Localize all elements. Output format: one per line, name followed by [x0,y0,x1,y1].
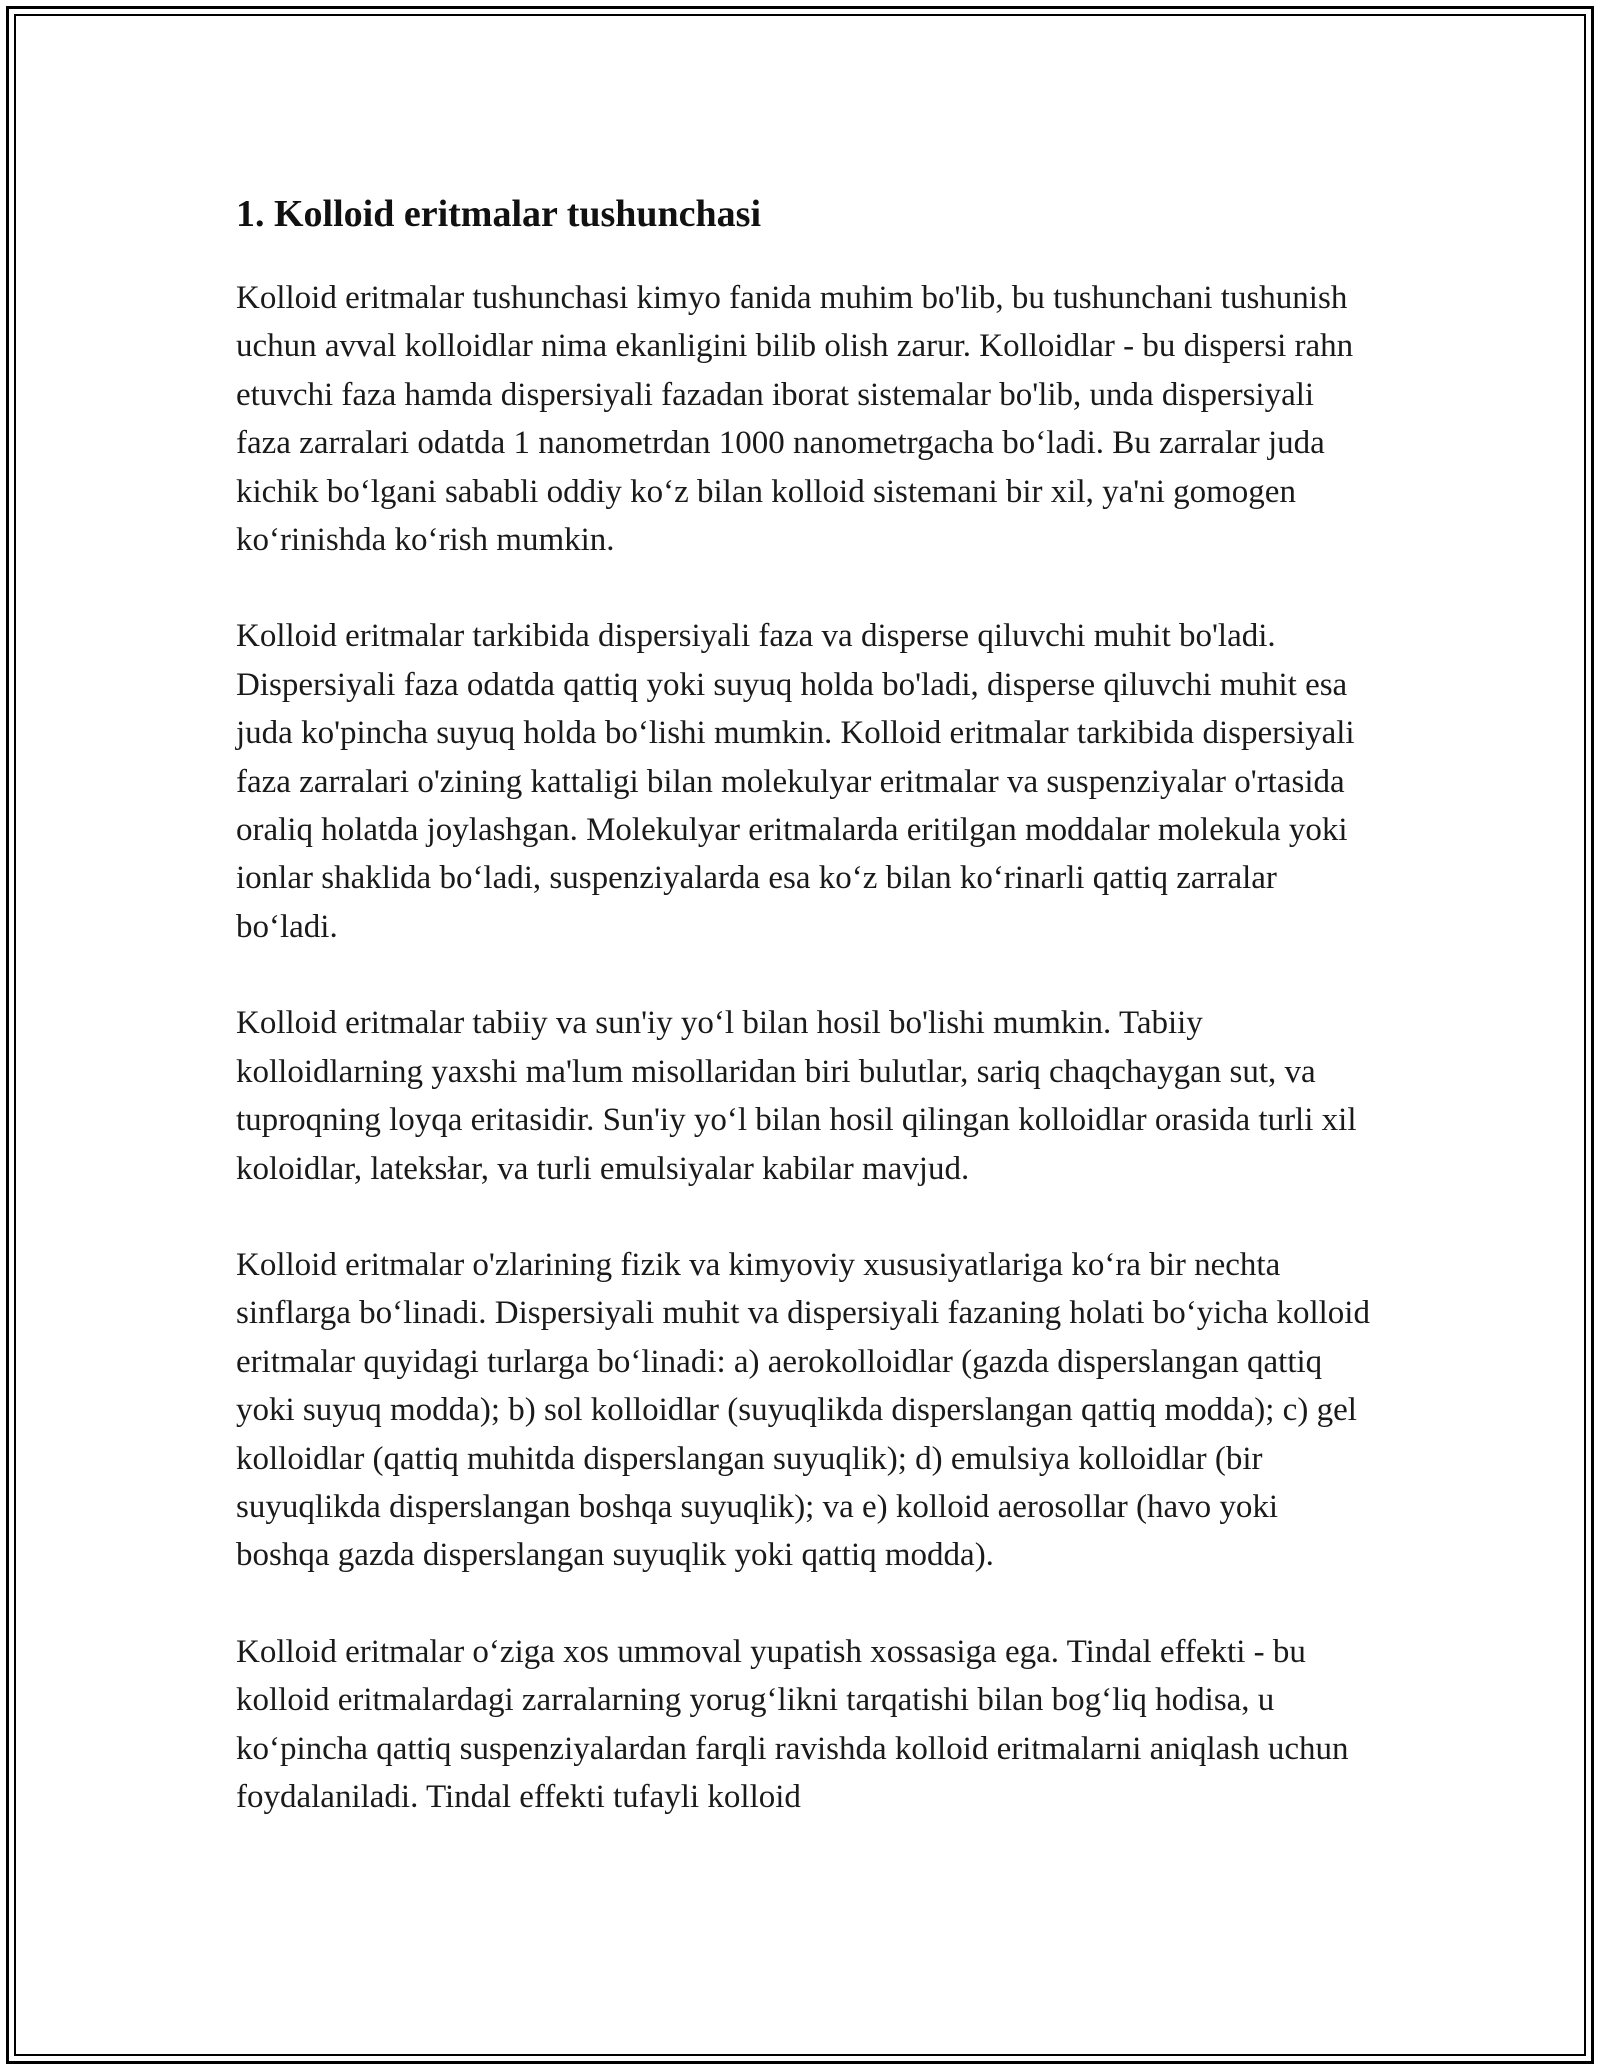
section-heading: 1. Kolloid eritmalar tushunchasi [236,193,762,235]
paragraph-1: Kolloid eritmalar tushunchasi kimyo fanida muhim bo'lib, bu tushunchani tushunish uchun avval kolloidlar nima ekanligini bilib olish zarur. Kolloidlar - bu dispersi rahn etuvchi faza hamda dispersiyali fazadan iborat sistemalar bo'lib, unda dispersiyali faza zarralari odatda 1 nanometrdan 1000 nanometrgacha bo‘ladi. Bu zarralar juda kichik bo‘lgani sababli oddiy ko‘z bilan kolloid sistemani bir xil, ya'ni gomogen ko‘rinishda ko‘rish mumkin. [236,280,1354,559]
paragraph-4: Kolloid eritmalar o'zlarining fizik va kimyoviy xususiyatlariga ko‘ra bir nechta sinflarga bo‘linadi. Dispersiyali muhit va dispersiyali fazaning holati bo‘yicha kolloid eritmalar quyidagi turlarga bo‘linadi: a) aerokolloidlar (gazda disperslangan qattiq yoki suyuq modda); b) sol kolloidlar (suyuqlikda disperslangan qattiq modda); c) gel kolloidlar (qattiq muhitda disperslangan suyuqlik); d) emulsiya kolloidlar (bir suyuqlikda disperslangan boshqa suyuqlik); va e) kolloid aerosollar (havo yoki boshqa gazda disperslangan suyuqlik yoki qattiq modda). [236,1246,1370,1574]
paragraph-5: Kolloid eritmalar o‘ziga xos ummoval yupatish xossasiga ega. Tindal effekti - bu kolloid eritmalardagi zarralarning yorug‘likni tarqatishi bilan bog‘liq hodisa, u ko‘pincha qattiq suspenziyalardan farqli ravishda kolloid eritmalarni aniqlash uchun foydalaniladi. Tindal effekti tufayli kolloid [236,1633,1349,1815]
paragraph-3: Kolloid eritmalar tabiiy va sun'iy yo‘l bilan hosil bo'lishi mumkin. Tabiiy kolloidlarning yaxshi ma'lum misollaridan biri bulutlar, sariq chaqchaygan sut, va tuproqning loyqa eritasidir. Sun'iy yo‘l bilan hosil qilingan kolloidlar orasida turli xil koloidlar, lateksłar, va turli emulsiyalar kabilar mavjud. [236,1005,1357,1187]
paragraph-2: Kolloid eritmalar tarkibida dispersiyali faza va disperse qiluvchi muhit bo'ladi. Dispersiyali faza odatda qattiq yoki suyuq holda bo'ladi, disperse qiluvchi muhit esa juda ko'pincha suyuq holda bo‘lishi mumkin. Kolloid eritmalar tarkibida dispersiyali faza zarralari o'zining kattaligi bilan molekulyar eritmalar va suspenziyalar o'rtasida oraliq holatda joylashgan. Molekulyar eritmalarda eritilgan moddalar molekula yoki ionlar shaklida bo‘ladi, suspenziyalarda esa ko‘z bilan ko‘rinarli qattiq zarralar bo‘ladi. [236,618,1355,945]
document-body [236,186,1376,1869]
